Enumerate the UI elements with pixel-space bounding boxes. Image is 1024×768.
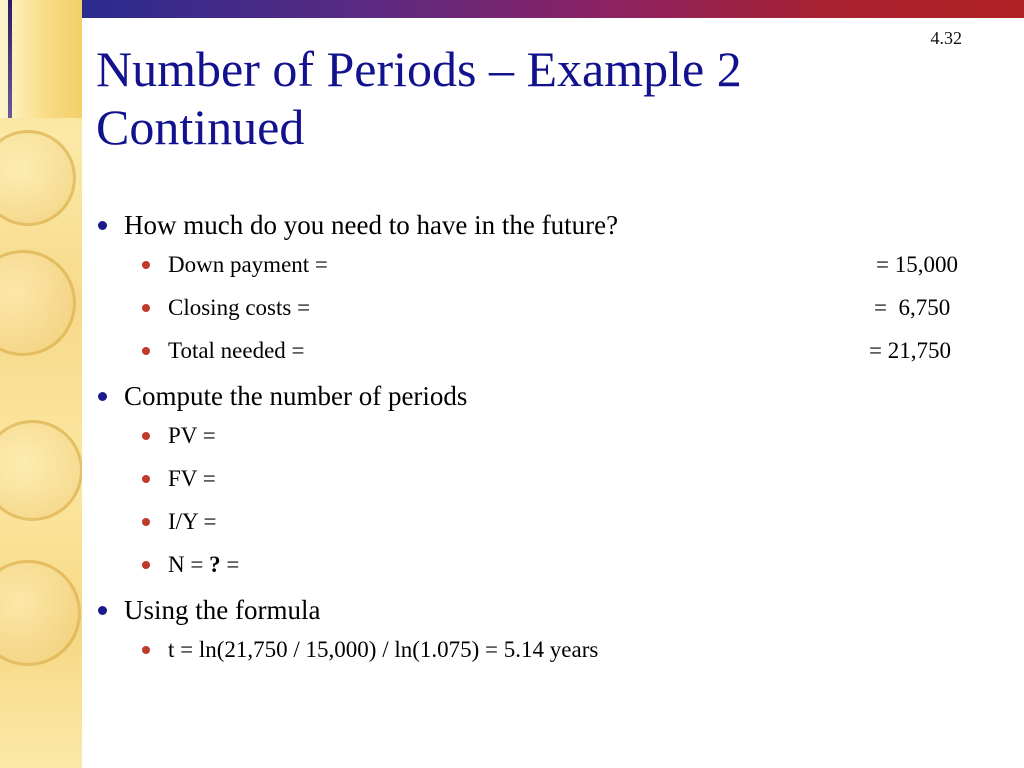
sub-bullet-fv	[96, 466, 996, 492]
bullet-dot-icon	[142, 304, 150, 312]
page-number: 4.32	[930, 28, 962, 48]
slide-content	[96, 210, 996, 680]
sub-bullet-label: I/Y =	[168, 509, 217, 534]
sub-bullet-pv	[96, 423, 996, 449]
slide-title	[96, 40, 916, 156]
top-gradient-bar	[82, 0, 1024, 18]
bullet-compute-periods	[96, 381, 996, 411]
sub-bullet-label-suffix: =	[220, 552, 240, 577]
bullet-dot-icon	[142, 347, 150, 355]
bullet-dot-icon	[142, 518, 150, 526]
title-line-1: Number of Periods – Example 2	[96, 41, 742, 97]
coin-decoration	[0, 250, 76, 356]
bullet-dot-icon	[142, 561, 150, 569]
bullet-dot-icon	[98, 606, 107, 615]
sub-bullet-closing-costs	[96, 295, 996, 321]
corner-decoration	[0, 0, 82, 118]
sub-bullet-label: Down payment =	[168, 252, 328, 277]
title-line-2: Continued	[96, 99, 305, 155]
bullet-dot-icon	[142, 646, 150, 654]
bullet-dot-icon	[98, 221, 107, 230]
sub-bullet-label-prefix: N =	[168, 552, 210, 577]
coin-decoration	[0, 130, 76, 226]
sub-bullet-label: PV =	[168, 423, 216, 448]
sub-bullet-down-payment	[96, 252, 996, 278]
sub-bullet-total-needed	[96, 338, 996, 364]
coin-decoration	[0, 420, 82, 521]
bullet-dot-icon	[142, 475, 150, 483]
sub-bullet-label: FV =	[168, 466, 216, 491]
sub-bullet-label-bold: ?	[209, 552, 221, 577]
coin-decoration	[0, 560, 81, 666]
left-decorative-stripe	[0, 0, 82, 768]
sub-bullet-formula	[96, 637, 996, 663]
bullet-dot-icon	[142, 432, 150, 440]
bullet-dot-icon	[142, 261, 150, 269]
sub-bullet-n	[96, 552, 996, 578]
bullet-using-formula	[96, 595, 996, 625]
bullet-text: How much do you need to have in the future?	[124, 210, 619, 240]
sub-bullet-value: = 6,750	[874, 295, 951, 320]
sub-bullet-value: = 15,000	[876, 252, 958, 277]
bullet-text: Compute the number of periods	[124, 381, 468, 411]
bullet-text: Using the formula	[124, 595, 321, 625]
sub-bullet-label: t = ln(21,750 / 15,000) / ln(1.075) = 5.14 years	[168, 637, 599, 662]
bullet-dot-icon	[98, 392, 107, 401]
sub-bullet-label: Total needed =	[168, 338, 305, 363]
sub-bullet-iy	[96, 509, 996, 535]
bullet-future-amount	[96, 210, 996, 240]
sub-bullet-value: = 21,750	[869, 338, 951, 363]
sub-bullet-label: Closing costs =	[168, 295, 311, 320]
